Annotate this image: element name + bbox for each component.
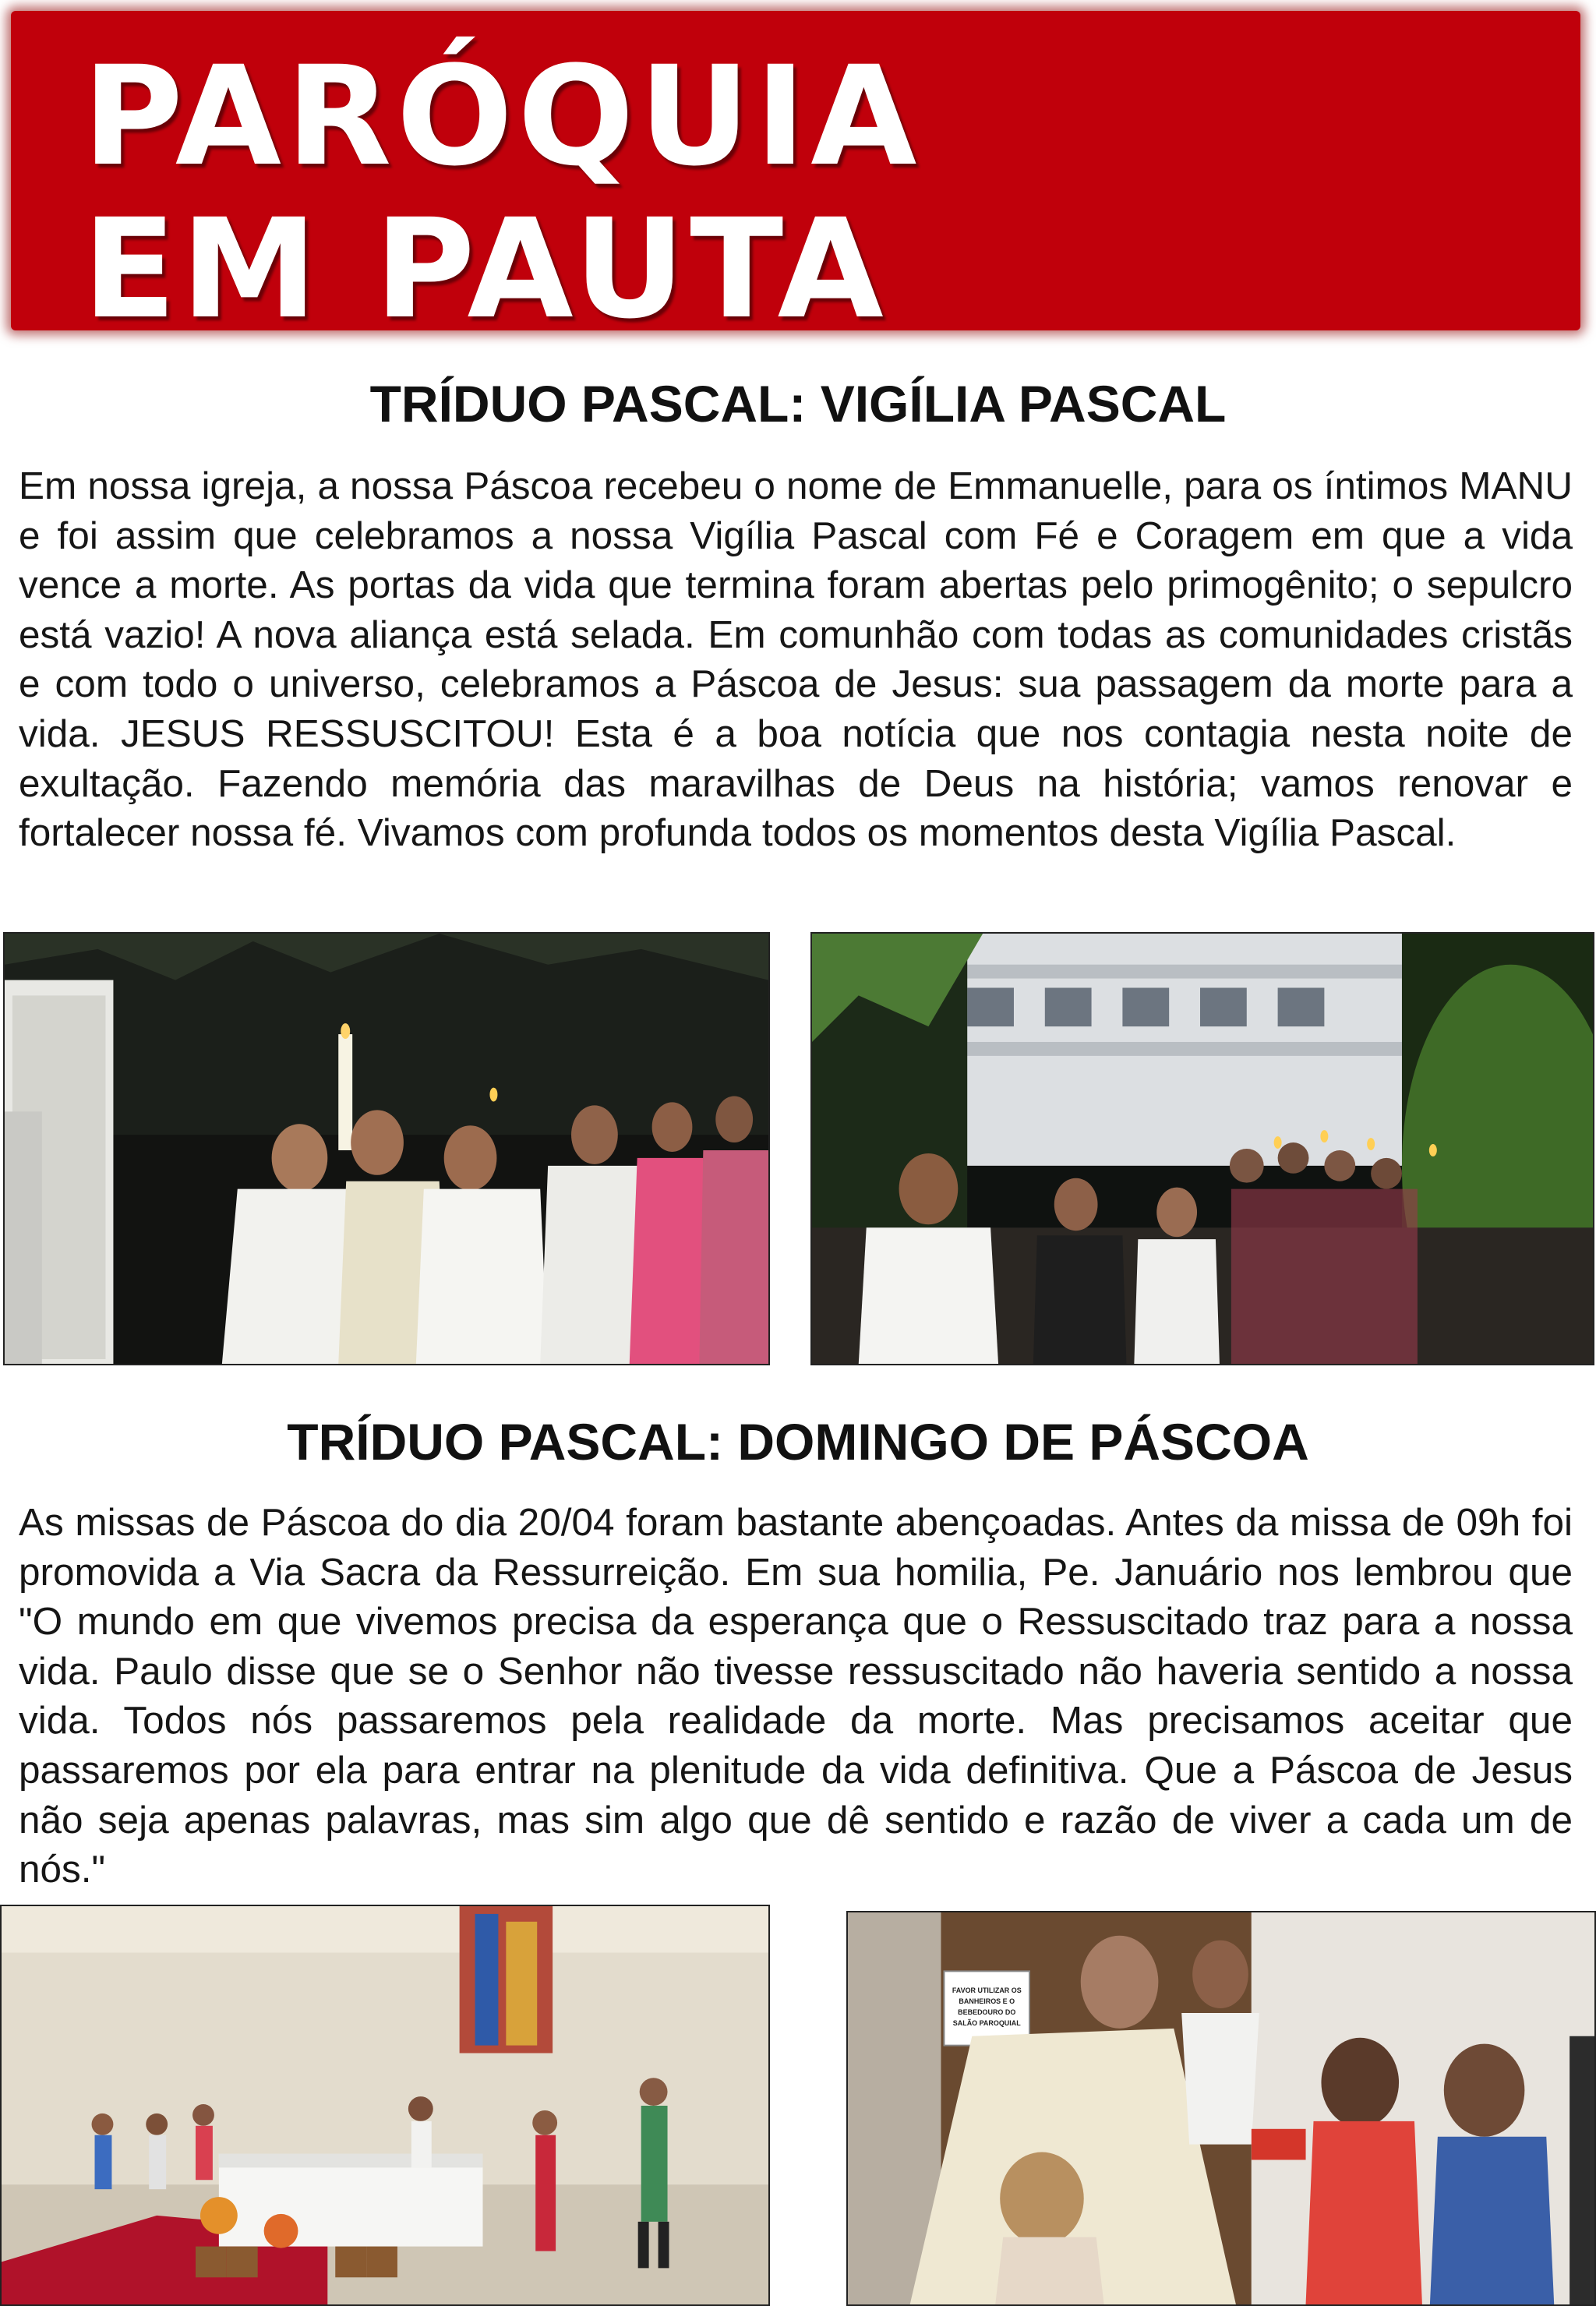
section-text-vigilia: Em nossa igreja, a nossa Páscoa recebeu o nome de Emmanuelle, para os íntimos MANU e foi assim que celebramos a nossa Vigília Pascal com Fé e Coragem em que a vida vence a morte. As portas da vida que termina foram abertas pelo primogênito; o sepulcro está vazio! A nova aliança está selada. Em comunhão com todas as comunidades cristãs e com todo o universo, celebramos a Páscoa de Jesus: sua passagem da morte para a vida. JESUS RESSUSCITOU! Esta é a boa notícia que nos contagia nesta noite de exultação. Fazendo memória das maravilhas de Deus na história; vamos renovar e fortalecer nossa fé. Vivamos com profunda todos os momentos desta Vigília Pascal. (19, 464, 1573, 855)
masthead-banner (11, 11, 1580, 349)
photo-children-altar (0, 1905, 770, 2306)
section-title-vigilia: TRÍDUO PASCAL: VIGÍLIA PASCAL (369, 375, 1227, 433)
section-title-domingo: TRÍDUO PASCAL: DOMINGO DE PÁSCOA (287, 1413, 1309, 1471)
svg-text:FAVOR UTILIZAR OS: FAVOR UTILIZAR OS (952, 1986, 1022, 1995)
section-text-domingo: As missas de Páscoa do dia 20/04 foram bastante abençoadas. Antes da missa de 09h foi promovida a Via Sacra da Ressurreição. Em sua homilia, Pe. Januário nos lembrou que "O mundo em que vivemos precisa da esperança que o Ressuscitado traz para a nossa vida. Paulo disse que se o Senhor não tivesse ressuscitado não haveria sentido a nossa vida. Todos nós passaremos pela realidade da morte. Mas precisamos aceitar que passaremos por ela para entrar na plenitude da vida definitiva. Que a Páscoa de Jesus não seja apenas palavras, mas sim algo que dê sentido e razão de viver a cada um de nós." (19, 1501, 1573, 1891)
svg-text:SALÃO PAROQUIAL: SALÃO PAROQUIAL (952, 2018, 1021, 2027)
photo-priest-children (846, 1911, 1596, 2306)
publication-title-line-1: PARÓQUIA (83, 37, 922, 196)
svg-text:BANHEIROS E O: BANHEIROS E O (959, 1997, 1015, 2006)
photo-vigil-priests (3, 932, 770, 1365)
publication-title-line-2: EM PAUTA (83, 189, 888, 349)
svg-text:BEBEDOURO DO: BEBEDOURO DO (958, 2008, 1016, 2016)
publication-title (83, 37, 922, 349)
photo-candle-procession (810, 932, 1594, 1365)
